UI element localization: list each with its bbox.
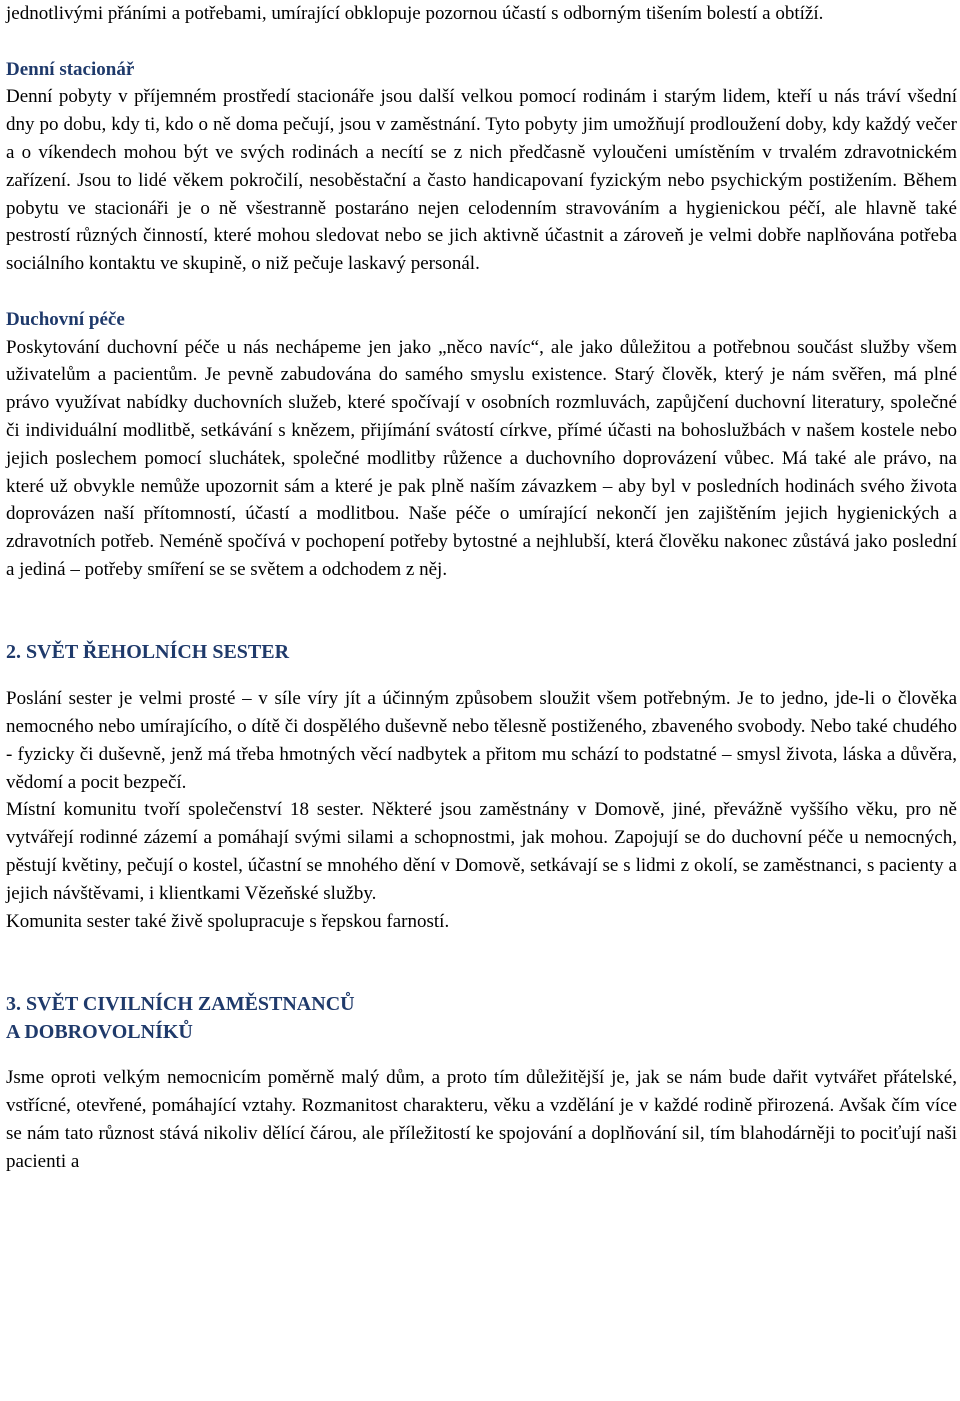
section-2-heading: 2. SVĚT ŘEHOLNÍCH SESTER — [6, 641, 290, 664]
section-2-paragraph-2: Místní komunitu tvoří společenství 18 sester. Některé jsou zaměstnány v Domově, jiné, převážně vyššího věku, pro ně vytvářejí rodinné zázemí a pomáhají svými silami a schopnostmi, jak mohou. Zapojují se do duchovní péče u nemocných, pěstují květiny, pečují o kostel, účastní se mnohého dění v Domově, setkávají se s lidmi z okolí, se zaměstnanci, s pacienty a jejich návštěvami, i klientkami Vězeňské služby. — [6, 799, 957, 904]
spacer — [6, 667, 957, 685]
section-3-heading-line-2: A DOBROVOLNÍKŮ — [6, 1020, 193, 1043]
section-3-paragraph-1: Jsme oproti velkým nemocnicím poměrně malý dům, a proto tím důležitější je, jak se nám bude dařit vytvářet přátelské, vstřícné, otevřené, pomáhající vztahy. Rozmanitost charakteru, věku a vzdělání je v každé rodině přirozená. Avšak čím více se nám tato různost stává nikoliv dělící čárou, ale příležitostí ke spojování a doplňování sil, tím blahodárněji to pociťují naši pacienti a — [6, 1067, 957, 1172]
spacer — [6, 28, 957, 56]
spiritual-care-heading: Duchovní péče — [6, 308, 125, 330]
section-3-heading-line-1: 3. SVĚT CIVILNÍCH ZAMĚSTNANCŮ — [6, 992, 355, 1015]
section-2-paragraph-3: Komunita sester také živě spolupracuje s řepskou farností. — [6, 910, 450, 932]
spacer — [6, 584, 957, 640]
intro-paragraph-tail: jednotlivými přáními a potřebami, umírající obklopuje pozornou účastí s odborným tišením bolestí a obtíží. — [6, 3, 824, 24]
day-care-heading: Denní stacionář — [6, 58, 135, 80]
spacer — [6, 1046, 957, 1064]
spacer — [6, 278, 957, 306]
spacer — [6, 935, 957, 991]
section-2-paragraph-1: Poslání sester je velmi prosté – v síle víry jít a účinným způsobem sloužit všem potřebným. Je to jedno, jde-li o člověka nemocného nebo umírajícího, o dítě či dospělého duševně nebo tělesně postiženého, zbaveného svobody. Nebo také chudého - fyzicky či duševně, jenž má třeba hmotných věcí nadbytek a přitom mu schází to podstatné – smysl života, láska a důvěra, vědomí a pocit bezpečí. — [6, 688, 957, 793]
day-care-paragraph: Denní pobyty v příjemném prostředí stacionáře jsou další velkou pomocí rodinám i starým lidem, kteří u nás tráví všední dny po dobu, kdy ti, kdo o ně doma pečují, jsou v zaměstnání. Tyto pobyty jim umožňují prodloužení doby, kdy každý večer a o víkendech mohou být ve svých rodinách a necítí se z nich předčasně vyloučeni umístěním v trvalém zdravotnickém zařízení. Jsou to lidé věkem pokročilí, nesoběstační a často handicapovaní fyzickým nebo psychickým postižením. Během pobytu ve stacionáři je o ně všestranně postaráno nejen celodenním stravováním a hygienickou péčí, ale hlavně také pestrostí různých činností, které mohou sledovat nebo se jich aktivně účastnit a zároveň je velmi dobře naplňována potřeba sociálního kontaktu ve skupině, o niž pečuje laskavý personál. — [6, 86, 957, 275]
spiritual-care-paragraph: Poskytování duchovní péče u nás nechápeme jen jako „něco navíc“, ale jako důležitou a potřebnou součást služby všem uživatelům a pacientům. Je pevně zabudována do samého smyslu existence. Starý člověk, který je nám svěřen, má plné právo využívat nabídky duchovních služeb, které spočívají v osobních rozmluvách, zapůjčení duchovní literatury, společné či individuální modlitbě, setkávání s knězem, přijímání svátostí církve, přímé účasti na bohoslužbách v našem kostele nebo jejich poslechem pomocí sluchátek, společné modlitby růžence a duchovního doprovázení vůbec. Má také ale právo, na které už obvykle nemůže upozornit sám a které je pak plně naším závazkem – aby byl v posledních hodinách svého života doprovázen naší přítomností, účastí a modlitbou. Naše péče o umírající nekončí jen zajištěním jejich hygienických a zdravotních potřeb. Neméně spočívá v pochopení potřeby bytostné a nejhlubší, která člověku nakonec zůstává jako poslední a jediná – potřeby smíření se se světem a odchodem z něj. — [6, 336, 957, 580]
document-page — [6, 0, 957, 1176]
